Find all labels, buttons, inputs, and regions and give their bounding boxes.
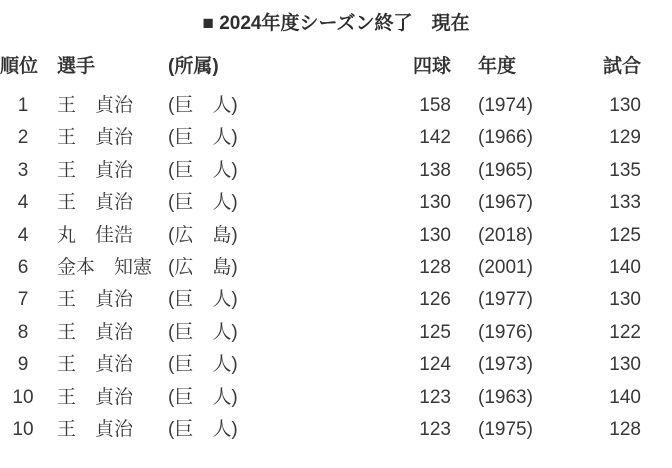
- cell-player: 王 貞治: [57, 192, 134, 214]
- cell-rank: 1: [17, 95, 29, 116]
- page-title: ■ 2024年度シーズン終了 現在: [202, 13, 470, 34]
- cell-player: 丸 佳浩: [57, 224, 134, 246]
- cell-team: (巨 人): [168, 354, 238, 376]
- cell-walks: 123: [419, 418, 451, 440]
- cell-rank: 3: [17, 159, 29, 181]
- cell-rank: 2: [17, 127, 29, 149]
- cell-rank: 6: [17, 256, 29, 278]
- table-row: [0, 155, 672, 187]
- cell-games: 128: [609, 418, 641, 440]
- cell-year: (1975): [478, 418, 533, 440]
- cell-games: 130: [609, 354, 641, 376]
- cell-walks: 130: [419, 224, 451, 246]
- cell-year: (1966): [478, 127, 533, 149]
- cell-walks: 130: [419, 192, 451, 214]
- cell-team: (巨 人): [168, 159, 238, 181]
- cell-year: (1973): [478, 354, 533, 376]
- cell-player: 王 貞治: [57, 321, 134, 343]
- cell-walks: 138: [419, 159, 451, 181]
- cell-player: 金本 知憲: [57, 256, 153, 278]
- cell-team: (広 島): [168, 256, 238, 278]
- cell-games: 130: [609, 289, 641, 311]
- walks-ranking-table: [0, 56, 672, 446]
- cell-team: (巨 人): [168, 386, 238, 408]
- cell-team: (巨 人): [168, 289, 238, 311]
- cell-walks: 142: [419, 127, 451, 149]
- cell-games: 122: [609, 321, 641, 343]
- header-year: 年度: [478, 56, 517, 77]
- cell-year: (2018): [478, 224, 533, 246]
- cell-walks: 125: [419, 321, 451, 343]
- table-row: [0, 349, 672, 381]
- header-walks: 四球: [412, 56, 451, 77]
- cell-year: (1967): [478, 192, 533, 214]
- header-player: 選手: [57, 56, 96, 77]
- cell-team: (巨 人): [168, 418, 238, 440]
- table-row: [0, 220, 672, 252]
- cell-team: (巨 人): [168, 127, 238, 149]
- table-row: [0, 187, 672, 219]
- table-row: [0, 284, 672, 316]
- cell-games: 130: [609, 95, 641, 116]
- table-row: [0, 90, 672, 122]
- cell-games: 135: [609, 159, 641, 181]
- table-row: [0, 382, 672, 414]
- cell-year: (1965): [478, 159, 533, 181]
- cell-games: 133: [609, 192, 641, 214]
- cell-player: 王 貞治: [57, 354, 134, 376]
- cell-walks: 123: [419, 386, 451, 408]
- table-header-row: [0, 56, 672, 78]
- cell-rank: 4: [17, 224, 29, 246]
- cell-year: (1963): [478, 386, 533, 408]
- cell-year: (1974): [478, 95, 533, 116]
- cell-rank: 10: [12, 418, 34, 440]
- table-row: [0, 317, 672, 349]
- cell-team: (広 島): [168, 224, 238, 246]
- cell-player: 王 貞治: [57, 159, 134, 181]
- cell-team: (巨 人): [168, 192, 238, 214]
- cell-rank: 8: [17, 321, 29, 343]
- cell-player: 王 貞治: [57, 418, 134, 440]
- cell-rank: 9: [17, 354, 29, 376]
- cell-team: (巨 人): [168, 321, 238, 343]
- table-row: [0, 122, 672, 154]
- cell-rank: 7: [17, 289, 29, 311]
- cell-games: 140: [609, 386, 641, 408]
- cell-player: 王 貞治: [57, 386, 134, 408]
- table-row: [0, 252, 672, 284]
- cell-games: 125: [609, 224, 641, 246]
- cell-rank: 4: [17, 192, 29, 214]
- cell-games: 129: [609, 127, 641, 149]
- cell-player: 王 貞治: [57, 95, 134, 116]
- cell-rank: 10: [12, 386, 34, 408]
- cell-year: (2001): [478, 256, 533, 278]
- cell-walks: 128: [419, 256, 451, 278]
- cell-team: (巨 人): [168, 95, 238, 116]
- cell-player: 王 貞治: [57, 127, 134, 149]
- cell-year: (1977): [478, 289, 533, 311]
- cell-walks: 126: [419, 289, 451, 311]
- header-team: (所属): [168, 56, 219, 77]
- header-games: 試合: [602, 56, 641, 77]
- table-row: [0, 414, 672, 446]
- cell-walks: 124: [419, 354, 451, 376]
- header-rank: 順位: [0, 56, 39, 77]
- cell-player: 王 貞治: [57, 289, 134, 311]
- table-body: [0, 90, 672, 446]
- cell-year: (1976): [478, 321, 533, 343]
- cell-walks: 158: [419, 95, 451, 116]
- cell-games: 140: [609, 256, 641, 278]
